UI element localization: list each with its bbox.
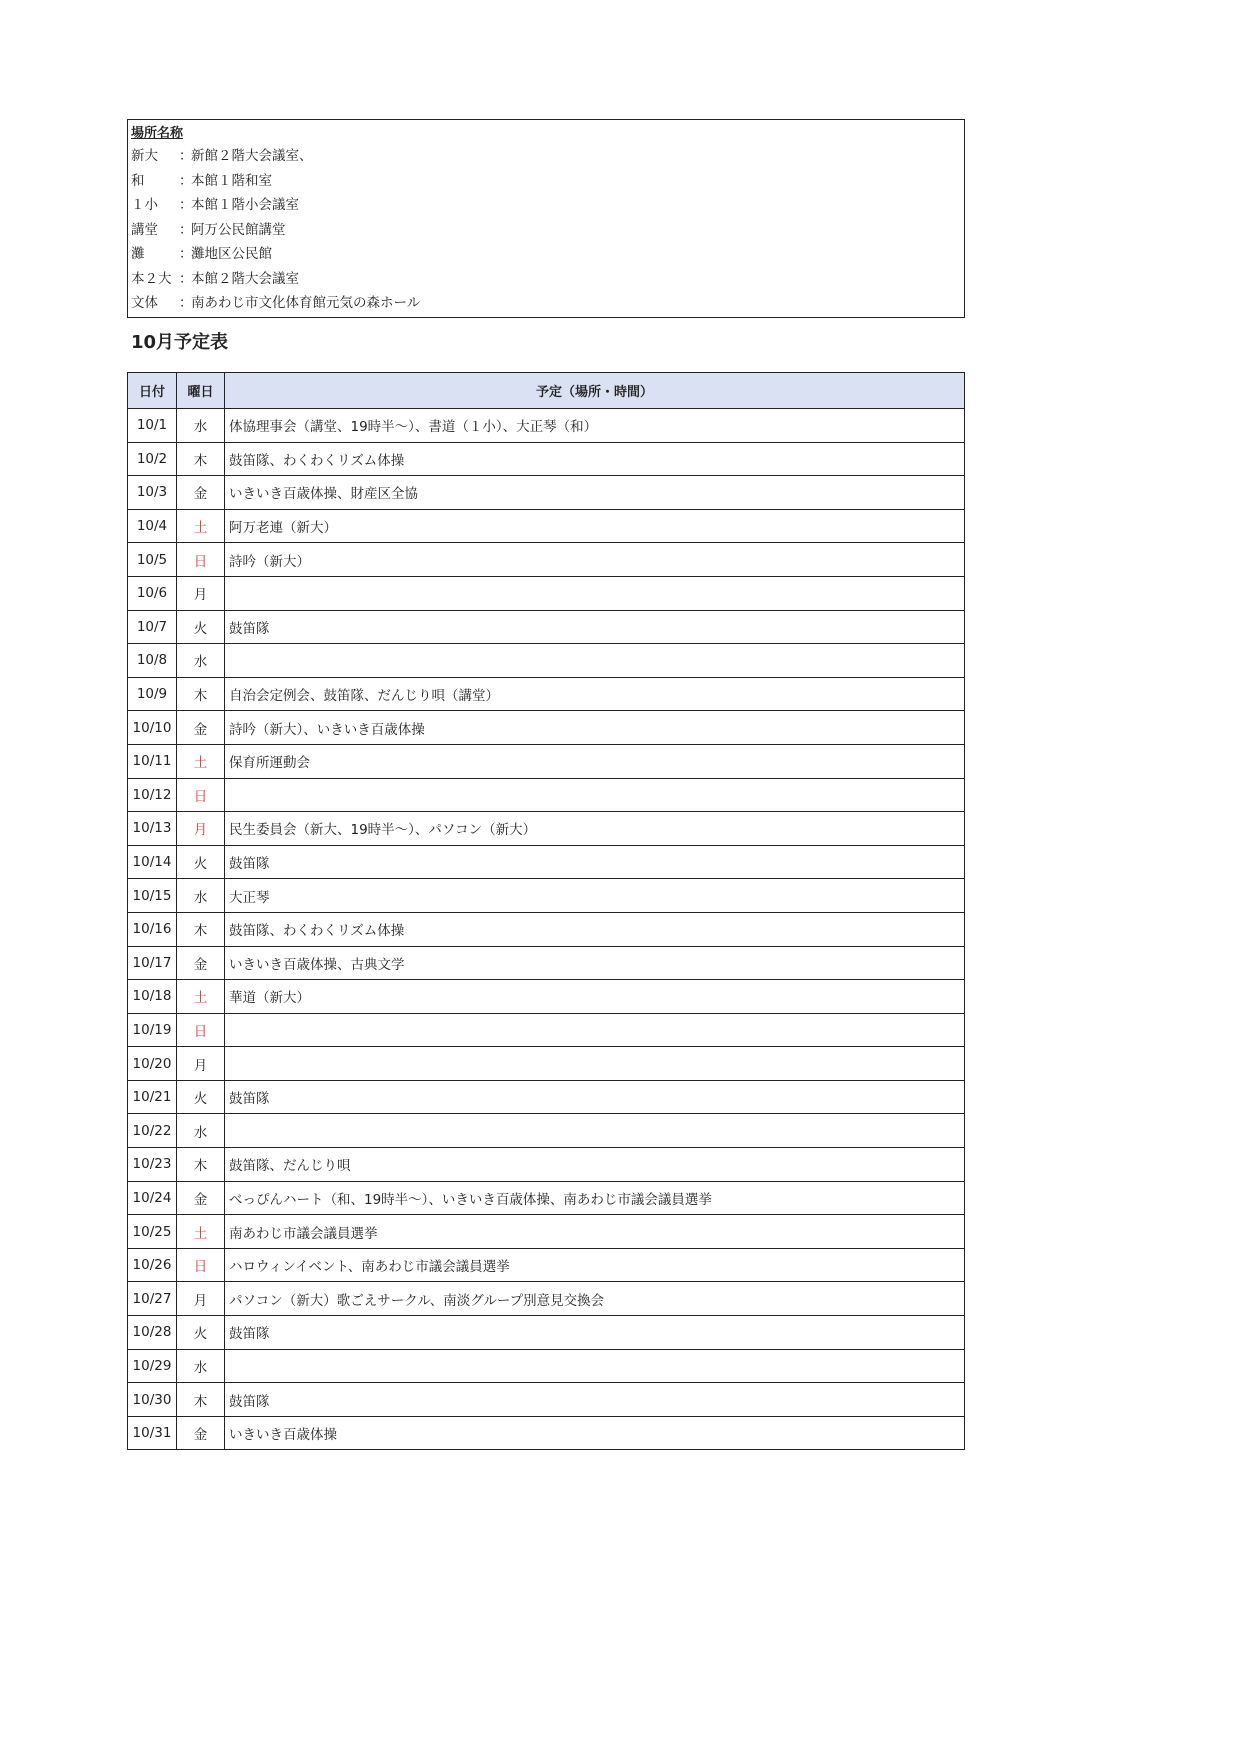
- table-row: [128, 476, 965, 510]
- date-cell: 10/21: [128, 1080, 177, 1114]
- plan-cell: 体協理事会（講堂、19時半〜）、書道（１小）、大正琴（和）: [225, 409, 965, 443]
- legend-separator: ：: [179, 295, 193, 311]
- table-row: [128, 778, 965, 812]
- legend-list: [131, 144, 961, 316]
- date-cell: 10/1: [128, 409, 177, 443]
- date-cell: 10/8: [128, 644, 177, 678]
- table-row: [128, 845, 965, 879]
- table-row: [128, 610, 965, 644]
- table-row: [128, 879, 965, 913]
- plan-cell: 阿万老連（新大）: [225, 509, 965, 543]
- legend-item: [131, 242, 961, 267]
- plan-cell: [225, 1114, 965, 1148]
- date-cell: 10/22: [128, 1114, 177, 1148]
- table-row: [128, 812, 965, 846]
- schedule-table: [127, 372, 965, 1450]
- table-row: [128, 1383, 965, 1417]
- legend-abbr: 本２大: [131, 270, 172, 287]
- date-cell: 10/23: [128, 1148, 177, 1182]
- plan-cell: 南あわじ市議会議員選挙: [225, 1215, 965, 1249]
- table-row: [128, 409, 965, 443]
- weekday-cell: 火: [177, 1080, 225, 1114]
- table-row: [128, 1282, 965, 1316]
- legend-separator: ：: [179, 246, 193, 262]
- weekday-cell: 日: [177, 1248, 225, 1282]
- weekday-cell: 土: [177, 509, 225, 543]
- plan-cell: 鼓笛隊: [225, 845, 965, 879]
- plan-cell: 鼓笛隊、わくわくリズム体操: [225, 912, 965, 946]
- plan-cell: 鼓笛隊: [225, 1383, 965, 1417]
- schedule-header-row: [128, 373, 965, 409]
- weekday-cell: 火: [177, 845, 225, 879]
- plan-cell: [225, 778, 965, 812]
- legend-description: 本館１階小会議室: [191, 197, 299, 213]
- date-cell: 10/26: [128, 1248, 177, 1282]
- plan-cell: [225, 644, 965, 678]
- weekday-cell: 土: [177, 1215, 225, 1249]
- legend-abbr: 講堂: [131, 221, 158, 238]
- legend-separator: ：: [179, 270, 193, 287]
- date-cell: 10/6: [128, 576, 177, 610]
- legend-separator: ：: [179, 148, 193, 164]
- date-cell: 10/29: [128, 1349, 177, 1383]
- weekday-cell: 土: [177, 744, 225, 778]
- weekday-cell: 水: [177, 1114, 225, 1148]
- weekday-cell: 月: [177, 812, 225, 846]
- date-cell: 10/16: [128, 912, 177, 946]
- date-cell: 10/12: [128, 778, 177, 812]
- date-cell: 10/14: [128, 845, 177, 879]
- weekday-cell: 日: [177, 543, 225, 577]
- date-cell: 10/31: [128, 1416, 177, 1450]
- schedule-title: 10月予定表: [131, 332, 229, 353]
- weekday-cell: 水: [177, 879, 225, 913]
- legend-abbr: 文体: [131, 295, 158, 311]
- plan-cell: 保育所運動会: [225, 744, 965, 778]
- header-date: 日付: [128, 373, 177, 409]
- plan-cell: パソコン（新大）歌ごえサークル、南淡グループ別意見交換会: [225, 1282, 965, 1316]
- weekday-cell: 水: [177, 409, 225, 443]
- table-row: [128, 744, 965, 778]
- location-legend: [127, 119, 965, 318]
- weekday-cell: 土: [177, 980, 225, 1014]
- table-row: [128, 1316, 965, 1350]
- table-row: [128, 1416, 965, 1450]
- legend-abbr: 灘: [131, 246, 145, 262]
- table-row: [128, 711, 965, 745]
- weekday-cell: 木: [177, 1148, 225, 1182]
- plan-cell: いきいき百歳体操、財産区全協: [225, 476, 965, 510]
- date-cell: 10/15: [128, 879, 177, 913]
- plan-cell: 鼓笛隊: [225, 1316, 965, 1350]
- date-cell: 10/17: [128, 946, 177, 980]
- table-row: [128, 1215, 965, 1249]
- plan-cell: 詩吟（新大）、いきいき百歳体操: [225, 711, 965, 745]
- legend-item: [131, 169, 961, 194]
- date-cell: 10/20: [128, 1047, 177, 1081]
- plan-cell: 自治会定例会、鼓笛隊、だんじり唄（講堂）: [225, 677, 965, 711]
- table-row: [128, 442, 965, 476]
- weekday-cell: 木: [177, 442, 225, 476]
- date-cell: 10/24: [128, 1181, 177, 1215]
- legend-description: 本館２階大会議室: [191, 270, 299, 287]
- date-cell: 10/19: [128, 1013, 177, 1047]
- legend-title: 場所名称: [131, 126, 184, 141]
- plan-cell: 民生委員会（新大、19時半〜）、パソコン（新大）: [225, 812, 965, 846]
- plan-cell: 華道（新大）: [225, 980, 965, 1014]
- date-cell: 10/5: [128, 543, 177, 577]
- table-row: [128, 1080, 965, 1114]
- table-row: [128, 677, 965, 711]
- weekday-cell: 金: [177, 946, 225, 980]
- weekday-cell: 水: [177, 644, 225, 678]
- weekday-cell: 月: [177, 1047, 225, 1081]
- table-row: [128, 1181, 965, 1215]
- legend-item: [131, 291, 961, 316]
- date-cell: 10/9: [128, 677, 177, 711]
- plan-cell: いきいき百歳体操: [225, 1416, 965, 1450]
- plan-cell: [225, 1013, 965, 1047]
- legend-separator: ：: [179, 221, 193, 238]
- weekday-cell: 日: [177, 1013, 225, 1047]
- legend-separator: ：: [179, 197, 193, 213]
- legend-abbr: 新大: [131, 148, 158, 164]
- weekday-cell: 火: [177, 610, 225, 644]
- legend-abbr: 和: [131, 172, 145, 189]
- date-cell: 10/25: [128, 1215, 177, 1249]
- legend-item: [131, 144, 961, 169]
- table-row: [128, 1114, 965, 1148]
- date-cell: 10/30: [128, 1383, 177, 1417]
- date-cell: 10/28: [128, 1316, 177, 1350]
- plan-cell: [225, 1349, 965, 1383]
- weekday-cell: 月: [177, 1282, 225, 1316]
- table-row: [128, 912, 965, 946]
- date-cell: 10/11: [128, 744, 177, 778]
- weekday-cell: 金: [177, 1416, 225, 1450]
- date-cell: 10/2: [128, 442, 177, 476]
- date-cell: 10/27: [128, 1282, 177, 1316]
- table-row: [128, 1047, 965, 1081]
- plan-cell: 鼓笛隊: [225, 610, 965, 644]
- plan-cell: べっぴんハート（和、19時半〜）、いきいき百歳体操、南あわじ市議会議員選挙: [225, 1181, 965, 1215]
- weekday-cell: 木: [177, 1383, 225, 1417]
- legend-item: [131, 267, 961, 292]
- weekday-cell: 水: [177, 1349, 225, 1383]
- table-row: [128, 1013, 965, 1047]
- date-cell: 10/13: [128, 812, 177, 846]
- plan-cell: 大正琴: [225, 879, 965, 913]
- date-cell: 10/18: [128, 980, 177, 1014]
- legend-description: 本館１階和室: [191, 172, 272, 189]
- date-cell: 10/10: [128, 711, 177, 745]
- legend-description: 灘地区公民館: [191, 246, 272, 262]
- plan-cell: 鼓笛隊、わくわくリズム体操: [225, 442, 965, 476]
- table-row: [128, 576, 965, 610]
- date-cell: 10/4: [128, 509, 177, 543]
- plan-cell: [225, 576, 965, 610]
- legend-description: 南あわじ市文化体育館元気の森ホール: [191, 295, 421, 311]
- weekday-cell: 金: [177, 1181, 225, 1215]
- table-row: [128, 1148, 965, 1182]
- weekday-cell: 金: [177, 476, 225, 510]
- legend-item: [131, 193, 961, 218]
- legend-separator: ：: [179, 172, 193, 189]
- table-row: [128, 543, 965, 577]
- legend-description: 新館２階大会議室、: [191, 148, 313, 164]
- plan-cell: ハロウィンイベント、南あわじ市議会議員選挙: [225, 1248, 965, 1282]
- table-row: [128, 1349, 965, 1383]
- table-row: [128, 644, 965, 678]
- weekday-cell: 火: [177, 1316, 225, 1350]
- plan-cell: 詩吟（新大）: [225, 543, 965, 577]
- legend-description: 阿万公民館講堂: [191, 221, 286, 238]
- plan-cell: [225, 1047, 965, 1081]
- date-cell: 10/3: [128, 476, 177, 510]
- weekday-cell: 月: [177, 576, 225, 610]
- weekday-cell: 木: [177, 677, 225, 711]
- plan-cell: 鼓笛隊: [225, 1080, 965, 1114]
- legend-abbr: １小: [131, 197, 158, 213]
- weekday-cell: 日: [177, 778, 225, 812]
- schedule-body: [128, 409, 965, 1450]
- table-row: [128, 946, 965, 980]
- date-cell: 10/7: [128, 610, 177, 644]
- plan-cell: いきいき百歳体操、古典文学: [225, 946, 965, 980]
- legend-item: [131, 218, 961, 243]
- table-row: [128, 1248, 965, 1282]
- plan-cell: 鼓笛隊、だんじり唄: [225, 1148, 965, 1182]
- table-row: [128, 509, 965, 543]
- header-day: 曜日: [177, 373, 225, 409]
- table-row: [128, 980, 965, 1014]
- header-plan: 予定（場所・時間）: [225, 373, 965, 409]
- weekday-cell: 木: [177, 912, 225, 946]
- weekday-cell: 金: [177, 711, 225, 745]
